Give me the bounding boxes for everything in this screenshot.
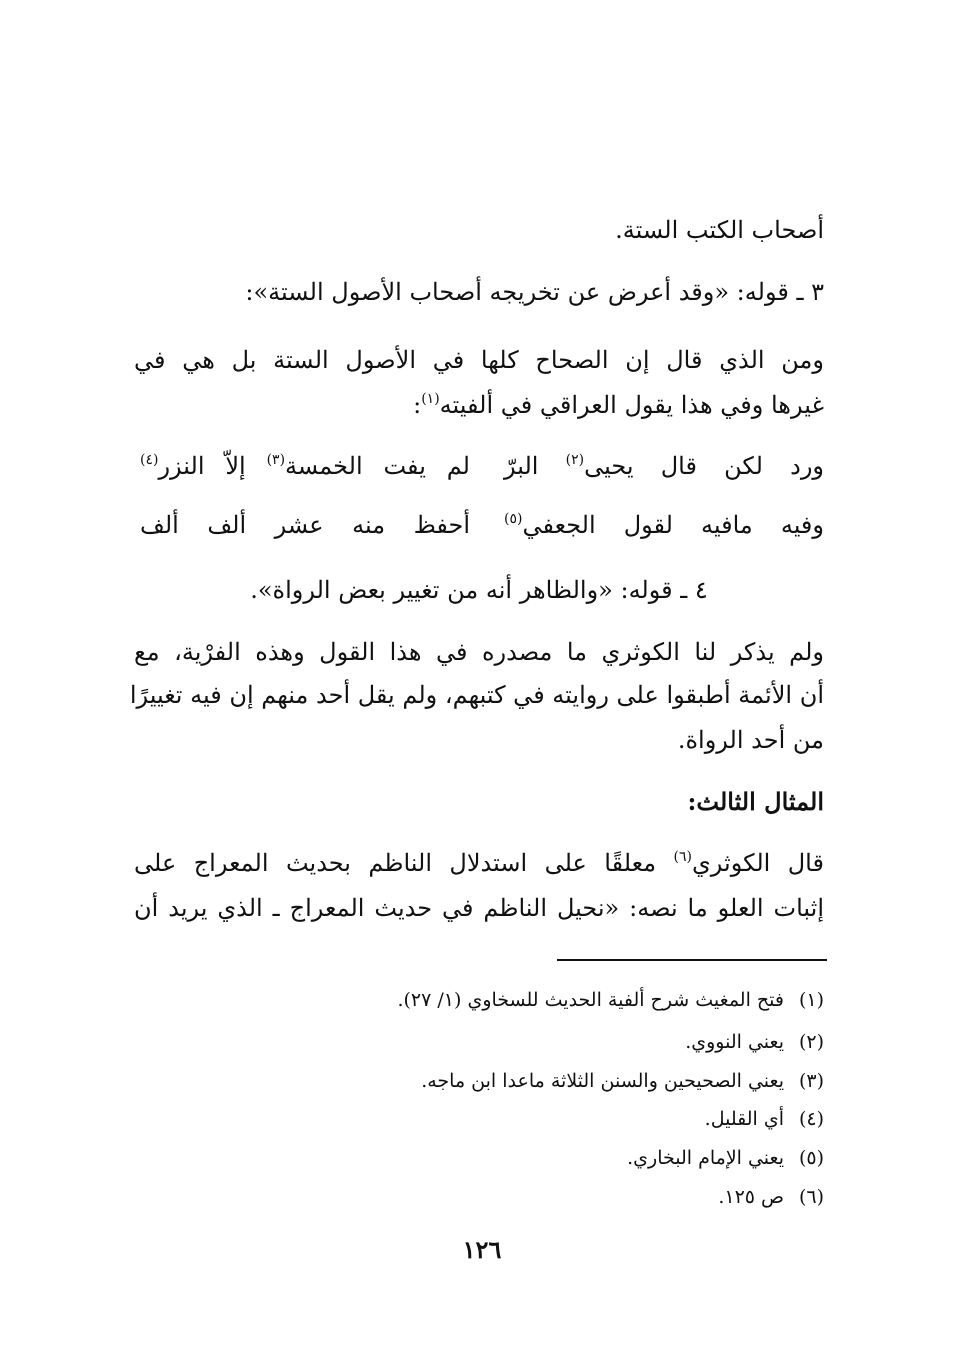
body-line: ومن الذي قال إن الصحاح كلها في الأصول الستة بل هي في — [134, 346, 824, 374]
footnote-ref: (٦) — [673, 849, 692, 865]
footnote — [284, 1182, 824, 1212]
footnote-ref: (١) — [421, 391, 440, 407]
page-number: ١٢٦ — [462, 1235, 502, 1264]
verse-text: ورد لكن قال يحيى — [584, 452, 824, 480]
footnote — [284, 985, 824, 1015]
verse-text: البرّ — [504, 452, 539, 480]
body-text: : — [413, 391, 422, 419]
body-text: قال الكوثري — [691, 849, 824, 877]
footnote-text: أي القليل. — [704, 1108, 784, 1130]
footnote-text: ص ١٢٥. — [718, 1186, 784, 1208]
verse-hemistich — [504, 446, 824, 486]
footnote — [284, 1143, 824, 1173]
footnote-text: يعني الإمام البخاري. — [627, 1147, 784, 1169]
verse-hemistich: أحفظ منه عشر ألف ألف — [140, 511, 470, 539]
item-3-heading: ٣ ـ قوله: «وقد أعرض عن تخريجه أصحاب الأصول الستة»: — [245, 278, 824, 306]
body-text: غيرها وفي هذا يقول العراقي في ألفيته — [439, 391, 824, 419]
verse-hemistich — [140, 446, 470, 486]
body-line: إثبات العلو ما نصه: «نحيل الناظم في حديث المعراج ـ الذي يريد أن — [134, 894, 824, 922]
footnote — [284, 1027, 824, 1057]
footnote-ref: (٤) — [140, 452, 159, 468]
footnote-separator — [557, 959, 827, 961]
footnote-number: (٥) — [798, 1147, 824, 1169]
footnote-ref: (٥) — [504, 511, 523, 527]
footnote-ref: (٢) — [565, 452, 585, 468]
item-4-heading: ٤ ـ قوله: «والظاهر أنه من تغيير بعض الرواة». — [250, 576, 708, 604]
footnote-number: (١) — [798, 989, 824, 1011]
body-line: من أحد الرواة. — [677, 726, 824, 754]
body-line: ولم يذكر لنا الكوثري ما مصدره في هذا القول وهذه الفرْية، مع — [134, 638, 824, 666]
body-text: معلقًا على استدلال الناظم بحديث المعراج على — [134, 849, 657, 877]
body-line: أصحاب الكتب الستة. — [615, 216, 824, 244]
footnote-text: فتح المغيث شرح ألفية الحديث للسخاوي (١/ ٢٧). — [397, 989, 784, 1011]
footnote-number: (٢) — [798, 1031, 824, 1053]
footnote-text: يعني النووي. — [685, 1031, 784, 1053]
body-line — [134, 385, 824, 425]
body-line: أن الأئمة أطبقوا على روايته في كتبهم، ولم يقل أحد منهم إن فيه تغييرًا — [129, 681, 824, 709]
verse-text: لم يفت الخمسة — [285, 452, 470, 480]
footnote-number: (٦) — [798, 1186, 824, 1208]
footnote-text: يعني الصحيحين والسنن الثلاثة ماعدا ابن ماجه. — [421, 1070, 784, 1092]
verse-text: إلاّ النزر — [158, 452, 246, 480]
footnote — [284, 1104, 824, 1134]
footnote-number: (٤) — [798, 1108, 824, 1130]
footnote-ref: (٣) — [266, 452, 286, 468]
footnote-number: (٣) — [798, 1070, 824, 1092]
body-line — [134, 843, 824, 883]
verse-text: وفيه مافيه لقول الجعفي — [522, 511, 824, 539]
footnote — [284, 1066, 824, 1096]
section-title: المثال الثالث: — [687, 787, 824, 816]
verse-hemistich — [504, 505, 824, 545]
